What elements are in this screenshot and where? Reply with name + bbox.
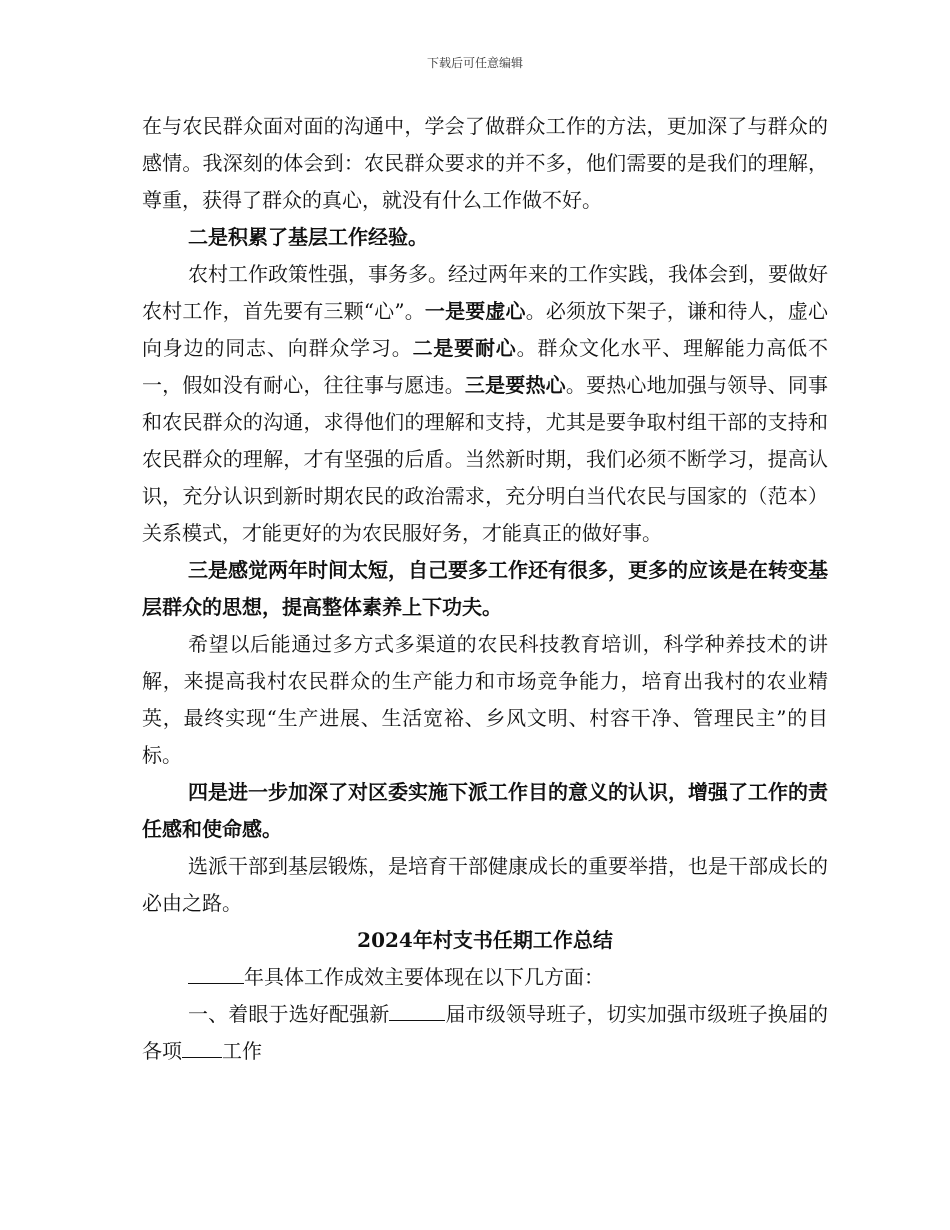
paragraph-2-text-c: 。群众文化水平、理解能力高低不一，假如没有耐心，往往事与愿违。 [142,336,828,397]
document-body [142,108,828,1070]
paragraph-2-text-a: 农村工作政策性强，事务多。经过两年来的工作实践，我体会到，要做好农村工作，首先要有三颗“心”。 [142,262,828,323]
paragraph-6 [142,996,828,1070]
heading-4: 四是进一步加深了对区委实施下派工作目的意义的认识，增强了工作的责任感和使命感。 [142,780,828,841]
paragraph-6-text-c: 工作 [222,1039,262,1063]
blank-line [182,1039,222,1058]
paragraph-2-bold-b: 二是要耐心 [412,336,517,360]
paragraph-2-text-d: 。要热心地加强与领导、同事和农民群众的沟通，求得他们的理解和支持，尤其是要争取村组干部的支持和农民群众的理解，才有坚强的后盾。当然新时期，我们必须不断学习，提高认识，充分认识到新时期农民的政治需求，充分明白当代农民与国家的（范本）关系模式，才能更好的为农民服好务，才能真正的做好事。 [142,373,829,545]
paragraph-2 [142,256,828,552]
blank-line [389,1002,445,1021]
paragraph-2-bold-c: 三是要热心 [464,373,566,397]
paragraph-5 [142,959,828,996]
section-title: 2024年村支书任期工作总结 [357,928,613,952]
paragraph-1: 在与农民群众面对面的沟通中，学会了做群众工作的方法，更加深了与群众的感情。我深刻的体会到：农民群众要求的并不多，他们需要的是我们的理解，尊重，获得了群众的真心，就没有什么工作做不好。 [142,114,828,212]
paragraph-2-bold-a: 一是要虚心 [424,299,526,323]
paragraph-5-text: 年具体工作成效主要体现在以下几方面： [244,965,604,989]
blank-line [188,965,244,984]
paragraph-6-text-b: 届市级领导班子，切实加强市级班子换届的各项 [142,1002,829,1063]
paragraph-4: 选派干部到基层锻炼，是培育干部健康成长的重要举措，也是干部成长的必由之路。 [142,854,828,915]
paragraph-3: 希望以后能通过多方式多渠道的农民科技教育培训，科学种养技术的讲解，来提高我村农民群众的生产能力和市场竞争能力，培育出我村的农业精英，最终实现“生产进展、生活宽裕、乡风文明、村容干净、管理民主”的目标。 [142,632,828,767]
heading-2: 二是积累了基层工作经验。 [188,225,428,249]
paragraph-2-text-b: 。必须放下架子，谦和待人，虚心向身边的同志、向群众学习。 [142,299,829,360]
page-header: 下载后可任意编辑 [426,56,523,70]
paragraph-6-text-a: 一、着眼于选好配强新 [188,1002,390,1026]
heading-3: 三是感觉两年时间太短，自己要多工作还有很多，更多的应该是在转变基层群众的思想，提高整体素养上下功夫。 [142,558,828,619]
